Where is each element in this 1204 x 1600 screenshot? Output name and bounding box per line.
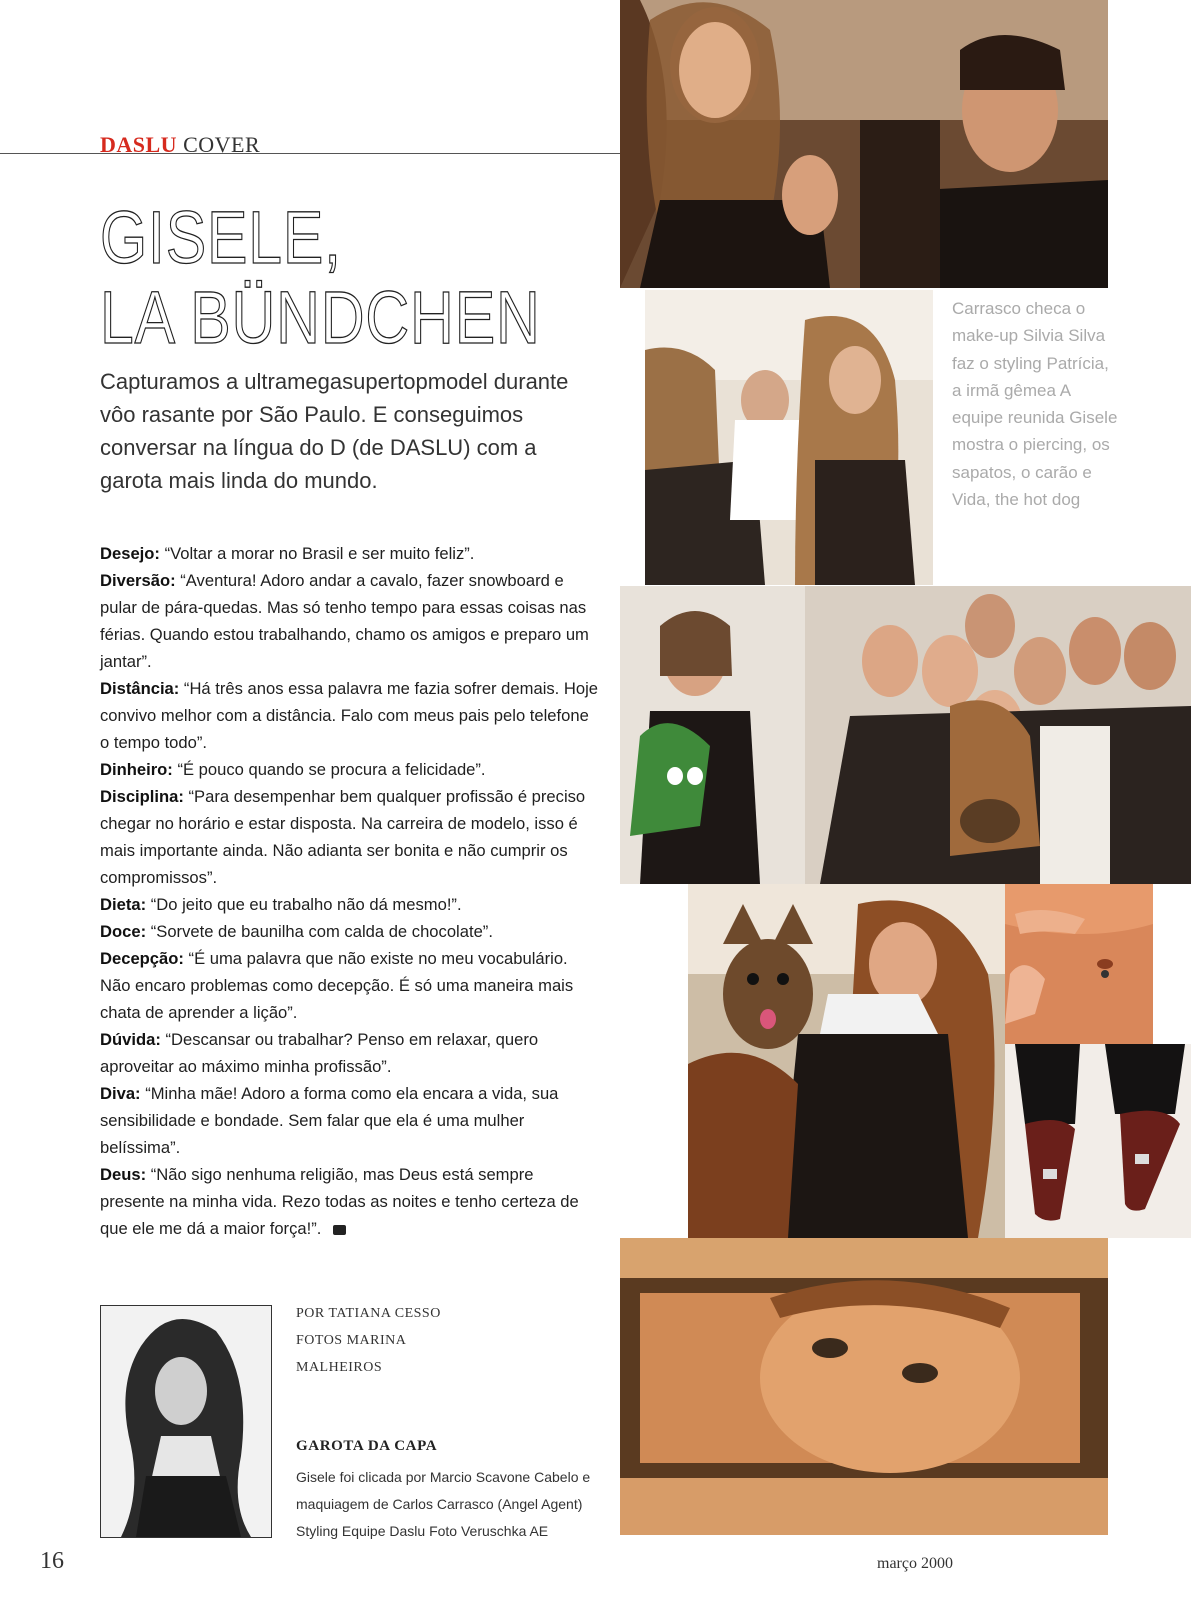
entry-text: “Sorvete de baunilha com calda de chocolate”.	[146, 922, 493, 941]
entry-term: Dieta:	[100, 895, 147, 914]
entry-doce	[100, 918, 600, 945]
article-body	[100, 540, 600, 1242]
entry-diversao	[100, 567, 600, 675]
shopping-bag-icon	[333, 1225, 346, 1235]
page-number: 16	[40, 1548, 64, 1574]
section-brand: DASLU	[100, 132, 178, 157]
section-name: COVER	[183, 132, 261, 157]
article-credits	[296, 1300, 441, 1381]
entry-disciplina	[100, 783, 600, 891]
credit-line: FOTOS MARINA	[296, 1333, 407, 1348]
entry-term: Dúvida:	[100, 1030, 161, 1049]
entry-text: “Minha mãe! Adoro a forma como ela encara a vida, sua sensibilidade e bondade. Sem falar que ela é uma mulher belíssima”.	[100, 1084, 559, 1157]
entry-text: “Aventura! Adoro andar a cavalo, fazer snowboard e pular de pára-quedas. Mas só tenho tempo para essas coisas nas férias. Quando estou trabalhando, chamo os amigos e preparo um jantar”.	[100, 571, 589, 671]
photo-styling	[645, 290, 933, 585]
entry-deus	[100, 1161, 600, 1242]
photo-caption: Carrasco checa o make-up Silvia Silva faz o styling Patrícia, a irmã gêmea A equipe reunida Gisele mostra o piercing, os sapatos, o carão e Vida, the hot dog	[952, 299, 1118, 510]
credit-line: MALHEIROS	[296, 1360, 383, 1375]
photo-team-group	[620, 586, 1191, 884]
entry-term: Desejo:	[100, 544, 160, 563]
cover-credit-text: Gisele foi clicada por Marcio Scavone Cabelo e maquiagem de Carlos Carrasco (Angel Agent) Styling Equipe Daslu Foto Veruschka AE	[296, 1469, 591, 1539]
entry-text: “É uma palavra que não existe no meu vocabulário. Não encaro problemas como decepção. É só uma maneira mais chata de aprender a lição”.	[100, 949, 574, 1022]
entry-term: Deus:	[100, 1165, 147, 1184]
entry-text: “Descansar ou trabalhar? Penso em relaxar, quero aproveitar ao máximo minha profissão”.	[100, 1030, 539, 1076]
entry-dieta	[100, 891, 600, 918]
entry-distancia	[100, 675, 600, 756]
credit-line: POR TATIANA CESSO	[296, 1306, 441, 1321]
entry-diva	[100, 1080, 600, 1161]
entry-text: “É pouco quando se procura a felicidade”.	[172, 760, 486, 779]
photo-mirror-closeup	[620, 1238, 1108, 1535]
photo-gisele-with-dog	[688, 884, 1005, 1238]
title-line-1: GISELE,	[100, 196, 342, 279]
entry-text: “Para desempenhar bem qualquer profissão é preciso chegar no horário e estar disposta. Na carreira de modelo, isso é mais importante ainda. Não adianta ser bonita e não cumprir os compromissos”.	[100, 787, 586, 887]
article-title	[100, 198, 620, 358]
photo-makeup-check	[620, 0, 1108, 288]
entry-term: Diva:	[100, 1084, 141, 1103]
entry-text: “Não sigo nenhuma religião, mas Deus está sempre presente na minha vida. Rezo todas as noites e tenho certeza de que ele me dá a maior força!”.	[100, 1165, 579, 1238]
photo-shoes	[1005, 1044, 1191, 1238]
section-label	[100, 132, 260, 158]
entry-decepcao	[100, 945, 600, 1026]
entry-dinheiro	[100, 756, 600, 783]
entry-term: Dinheiro:	[100, 760, 173, 779]
issue-date: março 2000	[877, 1555, 953, 1572]
entry-term: Diversão:	[100, 571, 176, 590]
cover-portrait-photo	[100, 1305, 272, 1538]
entry-term: Decepção:	[100, 949, 184, 968]
section-rule	[0, 153, 620, 154]
entry-term: Disciplina:	[100, 787, 184, 806]
entry-text: “Do jeito que eu trabalho não dá mesmo!”.	[146, 895, 462, 914]
photo-piercing	[1005, 884, 1153, 1044]
lead-paragraph: Capturamos a ultramegasupertopmodel durante vôo rasante por São Paulo. E conseguimos conversar na língua do D (de DASLU) com a garota mais linda do mundo.	[100, 369, 569, 493]
entry-text: “Voltar a morar no Brasil e ser muito feliz”.	[159, 544, 475, 563]
title-line-2: LA BÜNDCHEN	[100, 276, 541, 359]
entry-text: “Há três anos essa palavra me fazia sofrer demais. Hoje convivo melhor com a distância. Falo com meus pais pelo telefone o tempo todo”.	[100, 679, 599, 752]
entry-desejo	[100, 540, 600, 567]
cover-credit-heading: GAROTA DA CAPA	[296, 1438, 438, 1454]
entry-duvida	[100, 1026, 600, 1080]
entry-term: Distância:	[100, 679, 180, 698]
entry-term: Doce:	[100, 922, 147, 941]
